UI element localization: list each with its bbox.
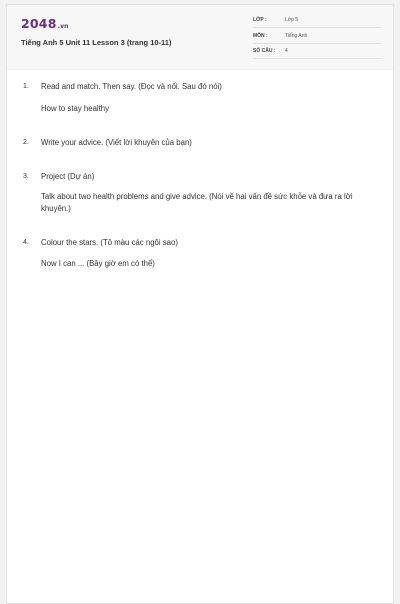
meta-row-class bbox=[253, 15, 381, 28]
meta-label-question-count: SỐ CÂU : bbox=[253, 48, 276, 54]
meta-row-question-count bbox=[253, 46, 381, 59]
question-4-subtext: Now I can ... (Bây giờ em có thể) bbox=[41, 259, 155, 268]
logo-main-text: 2048 bbox=[21, 16, 57, 31]
worksheet-page bbox=[6, 4, 394, 604]
question-3-number: 3. bbox=[23, 173, 29, 180]
question-1-subtext: How to stay healthy bbox=[41, 104, 110, 113]
question-3-text: Project (Dự án) bbox=[41, 172, 95, 181]
question-2-text: Write your advice. (Viết lời khuyên của bạn) bbox=[41, 138, 192, 147]
meta-label-subject: MÔN : bbox=[253, 33, 268, 39]
logo-suffix-text: .vn bbox=[57, 23, 69, 30]
meta-value-class: Lớp 5 bbox=[285, 17, 299, 23]
site-logo[interactable] bbox=[21, 16, 69, 31]
question-2-number: 2. bbox=[23, 139, 29, 146]
meta-row-subject bbox=[253, 31, 381, 44]
question-1-text: Read and match. Then say. (Đọc và nối. Sau đó nói) bbox=[41, 82, 222, 91]
question-4-text: Colour the stars. (Tô màu các ngôi sao) bbox=[41, 238, 178, 247]
question-4-number: 4. bbox=[23, 239, 29, 246]
document-title: Tiếng Anh 5 Unit 11 Lesson 3 (trang 10-11) bbox=[21, 38, 172, 47]
meta-label-class: LỚP : bbox=[253, 17, 267, 23]
question-3-subtext: Talk about two health problems and give advice. (Nói về hai vấn đề sức khỏe và đưa ra lời khuyên.) bbox=[41, 192, 353, 213]
meta-value-subject: Tiếng Anh bbox=[285, 33, 308, 39]
worksheet-header bbox=[7, 5, 393, 70]
question-1-number: 1. bbox=[23, 83, 29, 90]
meta-value-question-count: 4 bbox=[285, 48, 288, 54]
